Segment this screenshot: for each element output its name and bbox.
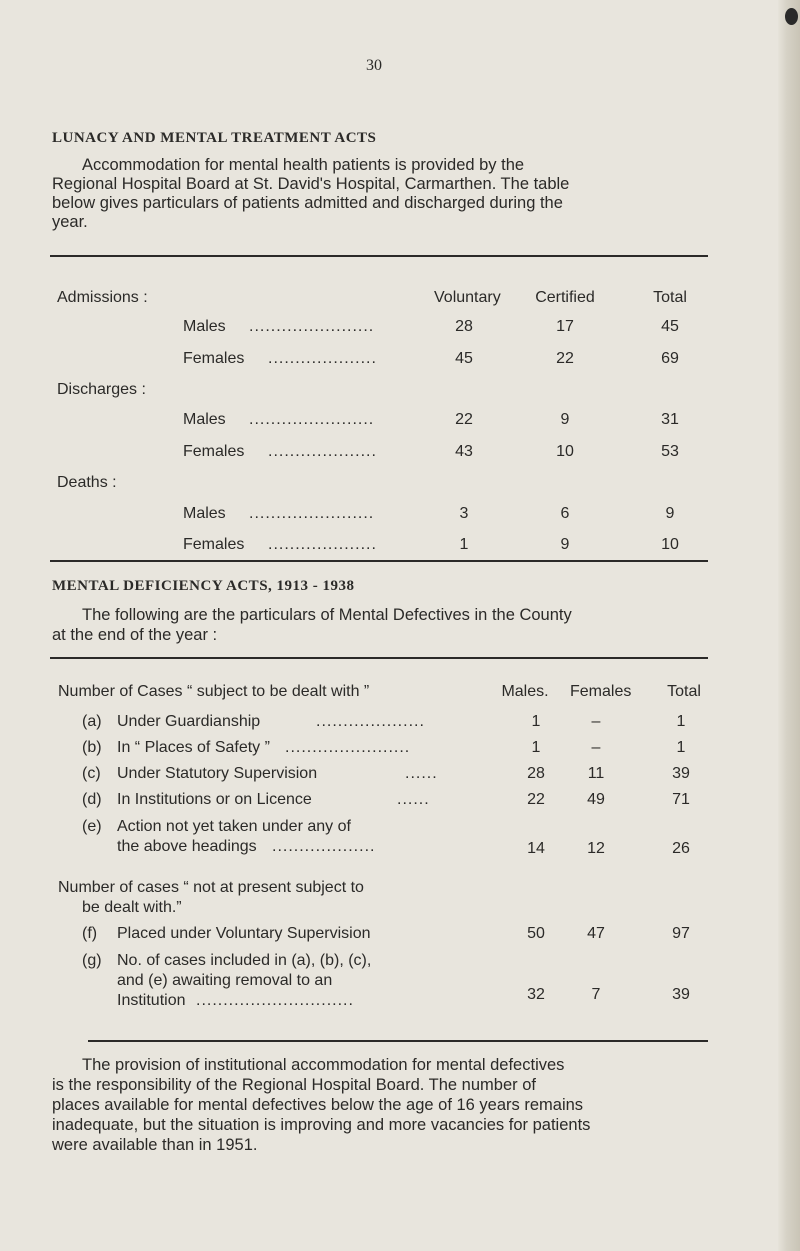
dot-leader: ....................... — [249, 505, 375, 522]
cell-value: 11 — [587, 765, 605, 782]
closing-line-1: The provision of institutional accommodation for mental defectives — [82, 1056, 565, 1074]
page-edge-shadow — [778, 0, 800, 1251]
cell-value: 1 — [676, 713, 686, 730]
dot-leader: ....................... — [285, 739, 411, 756]
table-header-label: Number of Cases “ subject to be dealt with ” — [58, 683, 370, 700]
column-header-total: Total — [667, 683, 701, 700]
cell-value: 31 — [661, 411, 679, 428]
cell-value: 9 — [665, 505, 675, 522]
row-text: Placed under Voluntary Supervision — [117, 925, 371, 942]
mental-deficiency-heading: MENTAL DEFICIENCY ACTS, 1913 - 1938 — [52, 578, 355, 594]
dot-leader: ....................... — [249, 318, 375, 335]
cell-value: 1 — [531, 713, 541, 730]
cell-value: 69 — [661, 350, 679, 367]
column-header-males: Males. — [501, 683, 549, 700]
subheading-line-2: be dealt with.” — [82, 899, 182, 916]
row-label: Females — [183, 350, 245, 367]
cell-value: 50 — [527, 925, 545, 942]
dot-leader: ...... — [405, 765, 438, 782]
cell-value: 1 — [459, 536, 469, 553]
lunacy-intro-line-1: Accommodation for mental health patients is provided by the — [82, 156, 525, 174]
group-label-deaths: Deaths : — [57, 474, 117, 491]
dot-leader: .................... — [268, 350, 377, 367]
row-letter: (b) — [82, 739, 102, 756]
cell-value: 28 — [527, 765, 545, 782]
mental-deficiency-intro-line-2: at the end of the year : — [52, 626, 218, 644]
cell-value: 49 — [587, 791, 605, 808]
row-text: No. of cases included in (a), (b), (c), — [117, 952, 372, 969]
closing-line-2: is the responsibility of the Regional Hospital Board. The number of — [52, 1076, 536, 1094]
dot-leader: .................... — [316, 713, 425, 730]
dot-leader: .................... — [268, 443, 377, 460]
row-text: In “ Places of Safety ” — [117, 739, 270, 756]
cell-value: 6 — [560, 505, 570, 522]
cell-value: – — [591, 713, 601, 730]
closing-line-3: places available for mental defectives below the age of 16 years remains — [52, 1096, 584, 1114]
cell-value: 97 — [672, 925, 690, 942]
rule-middle — [50, 560, 708, 562]
lunacy-heading: LUNACY AND MENTAL TREATMENT ACTS — [52, 130, 377, 146]
row-letter: (d) — [82, 791, 102, 808]
row-text: Under Statutory Supervision — [117, 765, 318, 782]
cell-value: 32 — [527, 986, 545, 1003]
column-header-voluntary: Voluntary — [434, 289, 501, 306]
row-letter: (c) — [82, 765, 101, 782]
mental-deficiency-intro-line-1: The following are the particulars of Mental Defectives in the County — [82, 606, 572, 624]
column-header-females: Females — [570, 683, 632, 700]
column-header-total: Total — [653, 289, 687, 306]
row-letter: (e) — [82, 818, 102, 835]
group-label-admissions: Admissions : — [57, 289, 148, 306]
cell-value: 10 — [661, 536, 679, 553]
rule-lower — [50, 657, 708, 659]
cell-value: 39 — [672, 986, 690, 1003]
cell-value: 3 — [459, 505, 469, 522]
dot-leader: .................... — [268, 536, 377, 553]
lunacy-intro-line-3: below gives particulars of patients admitted and discharged during the — [52, 194, 563, 212]
page-number: 30 — [366, 57, 382, 74]
row-text: Under Guardianship — [117, 713, 261, 730]
row-label: Males — [183, 505, 226, 522]
row-text: and (e) awaiting removal to an — [117, 972, 333, 989]
column-header-certified: Certified — [535, 289, 595, 306]
row-text: Institution — [117, 992, 186, 1009]
lunacy-intro-line-4: year. — [52, 213, 88, 231]
cell-value: 22 — [527, 791, 545, 808]
cell-value: 45 — [455, 350, 473, 367]
cell-value: 22 — [455, 411, 473, 428]
cell-value: 7 — [591, 986, 601, 1003]
cell-value: 17 — [556, 318, 574, 335]
cell-value: 26 — [672, 840, 690, 857]
cell-value: 22 — [556, 350, 574, 367]
cell-value: 43 — [455, 443, 473, 460]
cell-value: – — [591, 739, 601, 756]
cell-value: 9 — [560, 411, 570, 428]
ink-blot — [785, 8, 798, 25]
cell-value: 71 — [672, 791, 690, 808]
dot-leader: ............................. — [196, 992, 354, 1009]
dot-leader: ....................... — [249, 411, 375, 428]
row-text: the above headings — [117, 838, 257, 855]
cell-value: 39 — [672, 765, 690, 782]
cell-value: 1 — [531, 739, 541, 756]
cell-value: 10 — [556, 443, 574, 460]
cell-value: 28 — [455, 318, 473, 335]
row-label: Males — [183, 318, 226, 335]
dot-leader: ...... — [397, 791, 430, 808]
subheading-line-1: Number of cases “ not at present subject to — [58, 879, 364, 896]
closing-line-5: were available than in 1951. — [52, 1136, 258, 1154]
row-letter: (a) — [82, 713, 102, 730]
cell-value: 45 — [661, 318, 679, 335]
row-letter: (f) — [82, 925, 98, 942]
dot-leader: ................... — [272, 838, 376, 855]
group-label-discharges: Discharges : — [57, 381, 146, 398]
row-text: Action not yet taken under any of — [117, 818, 351, 835]
cell-value: 53 — [661, 443, 679, 460]
closing-line-4: inadequate, but the situation is improving and more vacancies for patients — [52, 1116, 591, 1134]
cell-value: 47 — [587, 925, 605, 942]
cell-value: 14 — [527, 840, 545, 857]
row-letter: (g) — [82, 952, 102, 969]
row-label: Males — [183, 411, 226, 428]
row-text: In Institutions or on Licence — [117, 791, 312, 808]
lunacy-intro-line-2: Regional Hospital Board at St. David's Hospital, Carmarthen. The table — [52, 175, 570, 193]
rule-bottom — [88, 1040, 708, 1042]
row-label: Females — [183, 536, 245, 553]
rule-top — [50, 255, 708, 257]
cell-value: 12 — [587, 840, 605, 857]
cell-value: 1 — [676, 739, 686, 756]
row-label: Females — [183, 443, 245, 460]
cell-value: 9 — [560, 536, 570, 553]
